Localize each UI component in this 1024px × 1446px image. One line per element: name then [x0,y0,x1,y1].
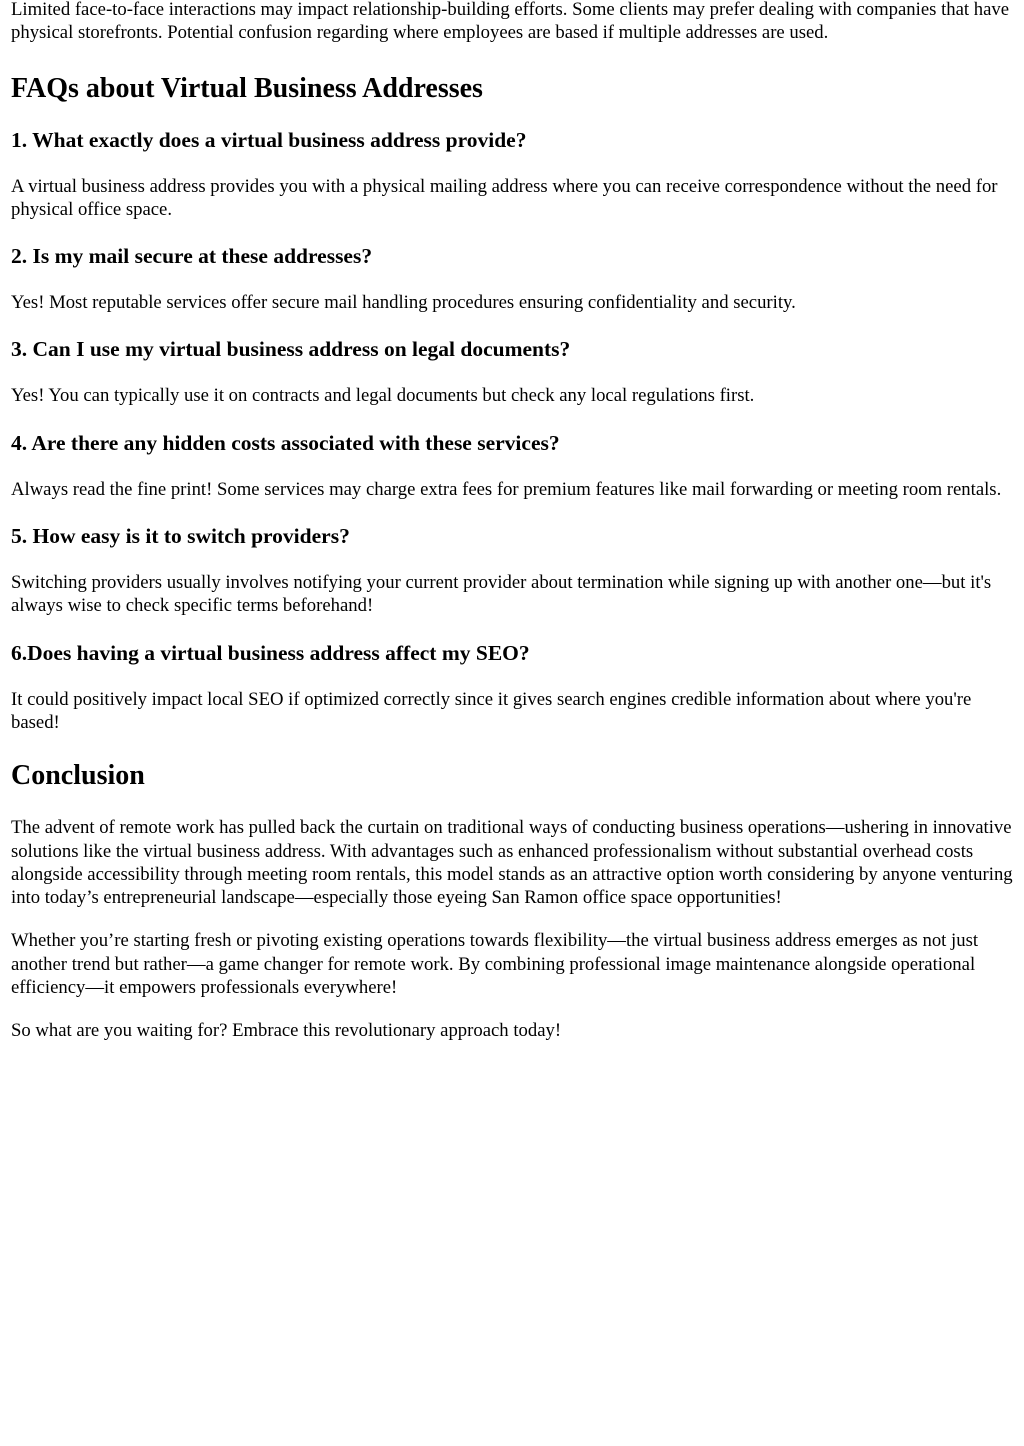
faq-question-5: 5. How easy is it to switch providers? [11,524,350,549]
faq-question-4: 4. Are there any hidden costs associated with these services? [11,430,560,455]
faq-answer-1: A virtual business address provides you with a physical mailing address where you can receive correspondence without the need for physical office space. [11,175,998,220]
faq-answer-2: Yes! Most reputable services offer secure mail handling procedures ensuring confidentiality and security. [11,292,796,314]
faq-answer-4: Always read the fine print! Some services may charge extra fees for premium features like mail forwarding or meeting room rentals. [11,478,1002,500]
faq-question-3: 3. Can I use my virtual business address on legal documents? [11,337,571,362]
intro-paragraph: Limited face-to-face interactions may impact relationship-building efforts. Some clients may prefer dealing with companies that have physical storefronts. Potential confusion regarding where employees are based if multiple addresses are used. [11,0,1010,44]
faq-question-1: 1. What exactly does a virtual business address provide? [11,127,527,152]
faq-answer-3: Yes! You can typically use it on contracts and legal documents but check any local regulations first. [11,385,755,407]
article-content [11,0,1015,1063]
conclusion-paragraph-1: The advent of remote work has pulled back the curtain on traditional ways of conducting business operations—ushering in innovative solutions like the virtual business address. With advantages such as enhanced professionalism without substantial overhead costs alongside accessibility through meeting room rentals, this model stands as an attractive option worth considering by anyone venturing into today’s entrepreneurial landscape—especially those eyeing San Ramon office space opportunities! [11,817,1013,909]
conclusion-paragraph-3: So what are you waiting for? Embrace this revolutionary approach today! [11,1020,562,1042]
conclusion-paragraph-2: Whether you’re starting fresh or pivoting existing operations towards flexibility—the virtual business address emerges as not just another trend but rather—a game changer for remote work. By combining professional image maintenance alongside operational efficiency—it empowers professionals everywhere! [11,930,979,999]
faq-answer-5: Switching providers usually involves notifying your current provider about termination while signing up with another one—but it's always wise to check specific terms beforehand! [11,572,992,617]
faq-question-2: 2. Is my mail secure at these addresses? [11,244,373,269]
conclusion-heading: Conclusion [11,760,145,792]
faq-answer-6: It could positively impact local SEO if optimized correctly since it gives search engines credible information about where you're based! [11,688,972,733]
faq-heading: FAQs about Virtual Business Addresses [11,72,483,104]
faq-question-6: 6.Does having a virtual business address affect my SEO? [11,640,530,665]
